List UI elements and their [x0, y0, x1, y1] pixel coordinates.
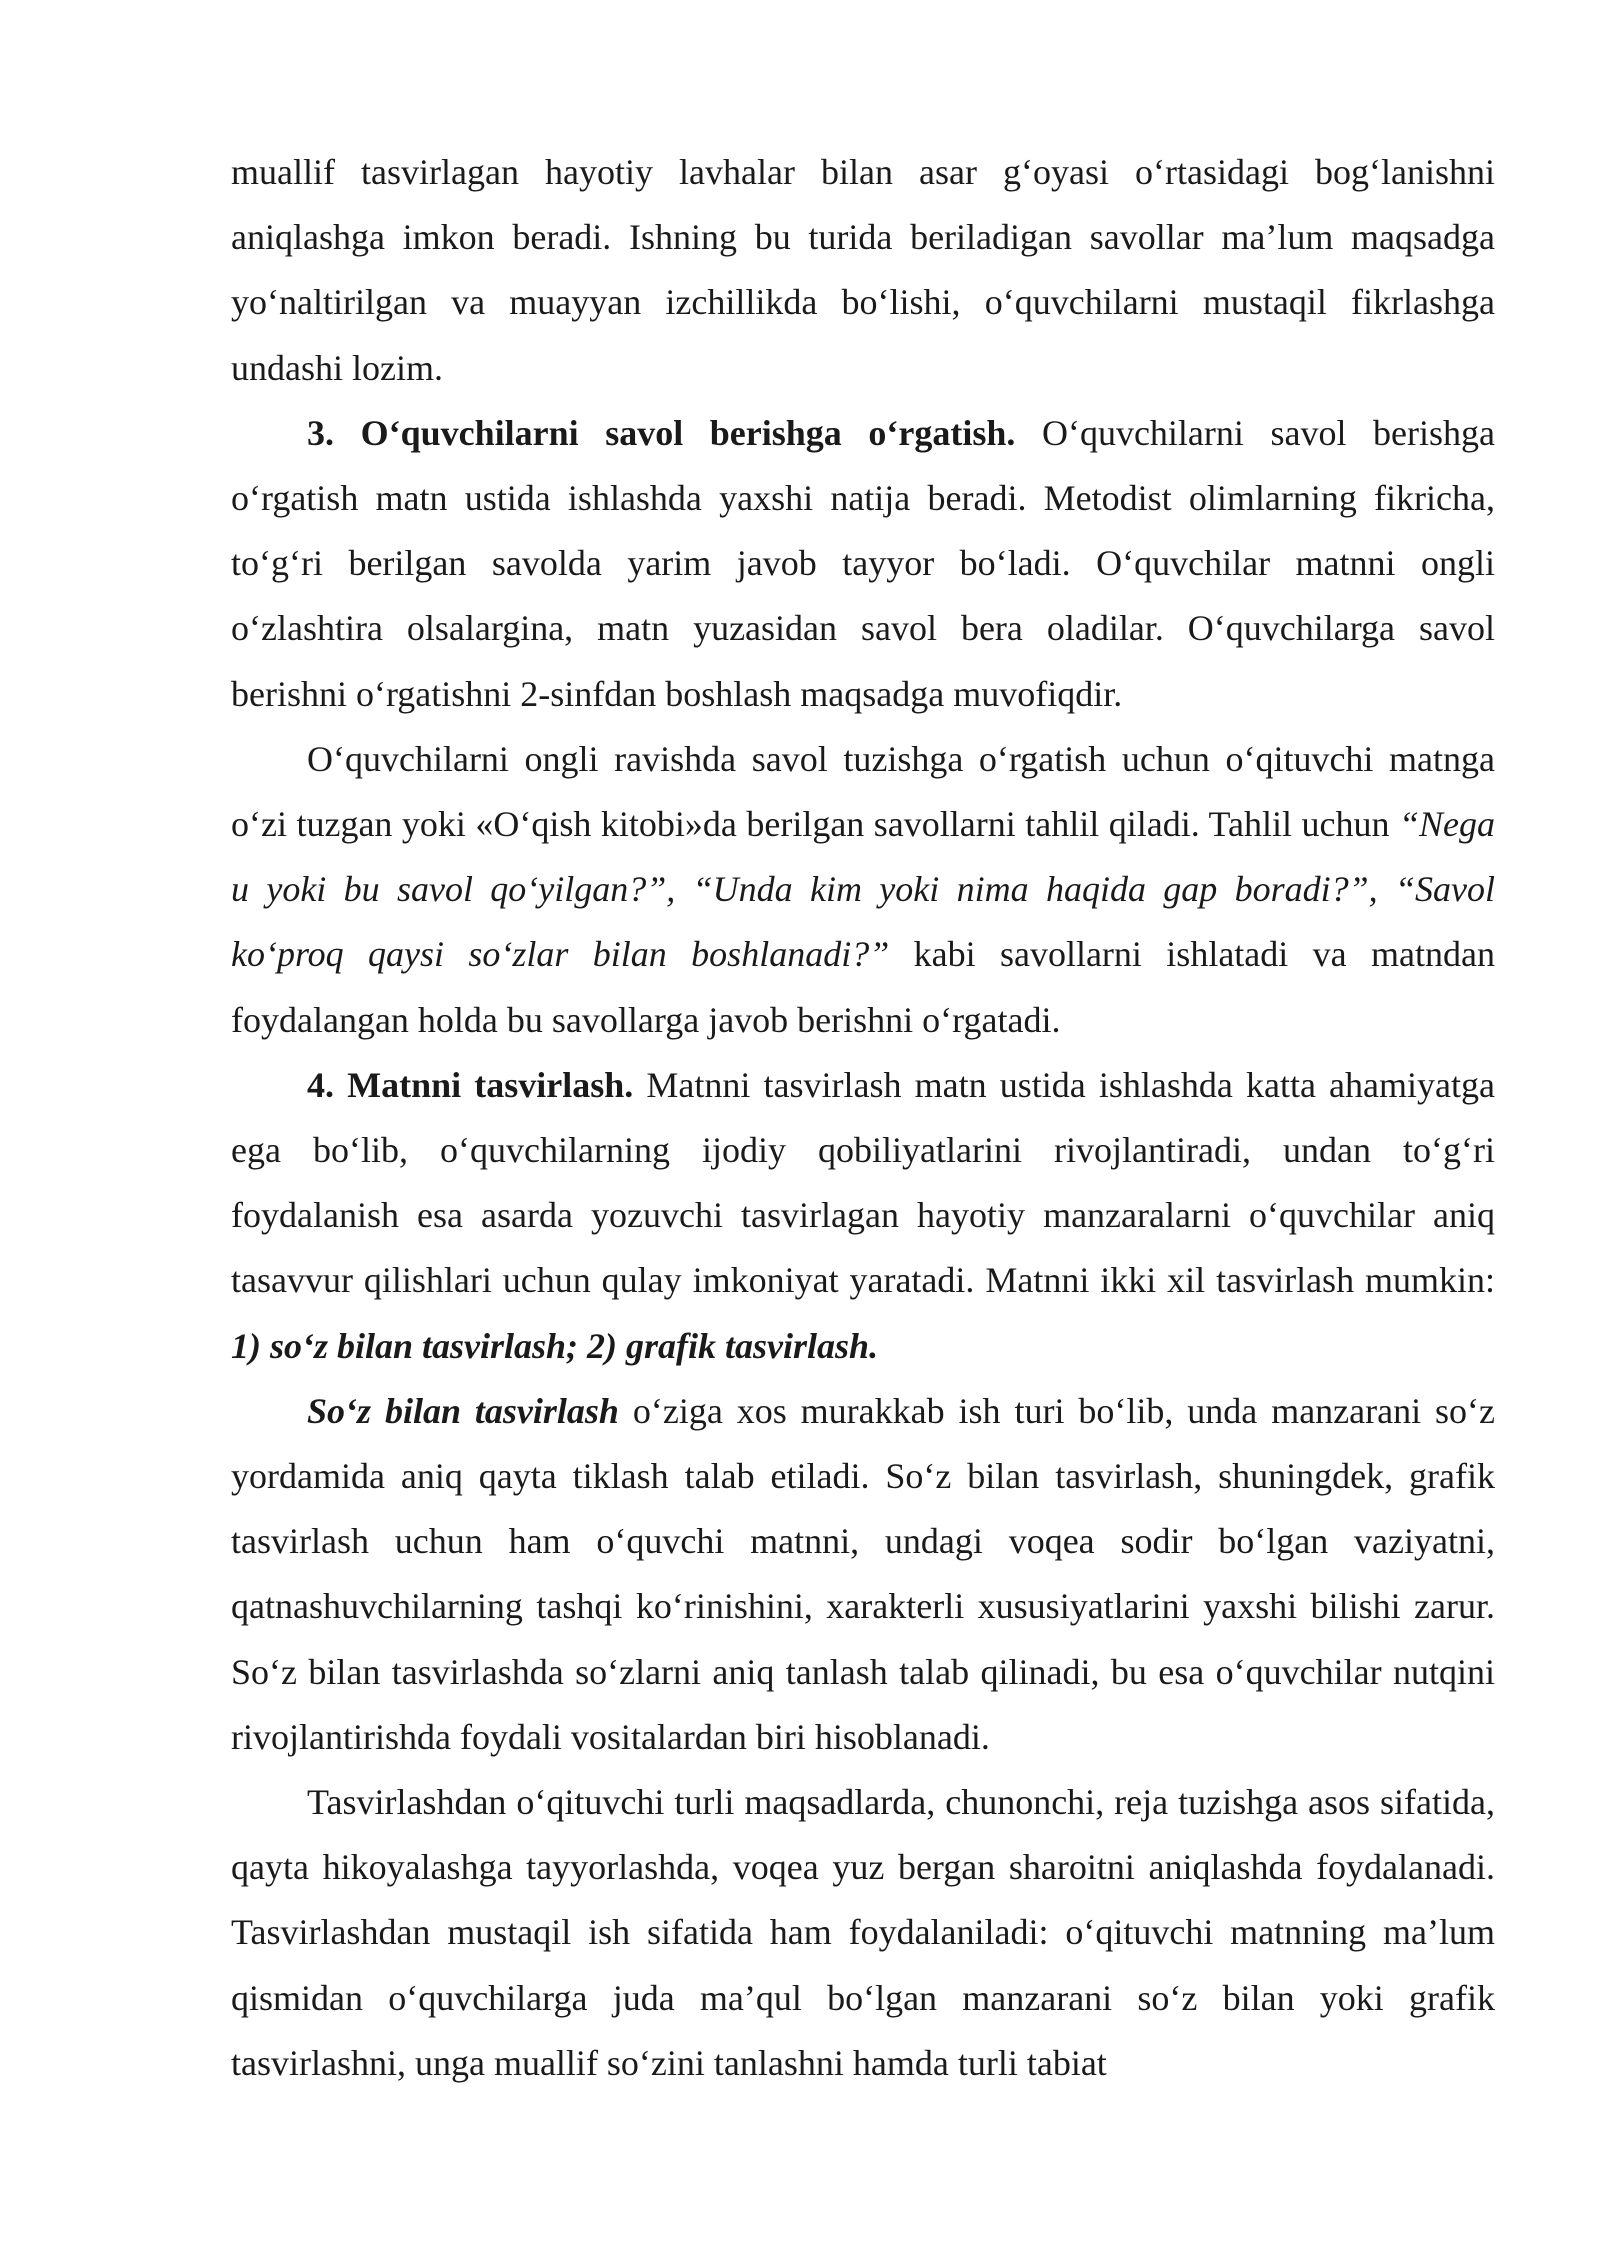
paragraph-5: [231, 1379, 1495, 1770]
paragraph-3-example-questions: “Nega u yoki bu savol qo‘yilgan?”, “Unda kim yoki nima haqida gap boradi?”, “Savol ko‘proq qaysi so‘zlar bilan boshlanadi?”: [231, 804, 1495, 975]
paragraph-1-text: muallif tasvirlagan hayotiy lavhalar bilan asar g‘oyasi o‘rtasidagi bog‘lanishni aniqlashga imkon beradi. Ishning bu turida beriladigan savollar ma’lum maqsadga yo‘naltirilgan va muayyan izchillikda bo‘lishi, o‘quvchilarni mustaqil fikrlashga undashi lozim.: [231, 152, 1495, 388]
paragraph-4-emphasis: 1) so‘z bilan tasvirlash; 2) grafik tasvirlash.: [231, 1325, 879, 1366]
paragraph-4: [231, 1053, 1495, 1379]
paragraph-2: [231, 401, 1495, 727]
paragraph-4-text: Matnni tasvirlash matn ustida ishlashda katta ahamiyatga ega bo‘lib, o‘quvchilarning ijodiy qobiliyatlarini rivojlantiradi, undan to‘g‘ri foydalanish esa asarda yozuvchi tasvirlagan hayotiy manzaralarni o‘quvchilar aniq tasavvur qilishlari uchun qulay imkoniyat yaratadi. Matnni ikki xil tasvirlash mumkin:: [231, 1064, 1495, 1301]
paragraph-5-term: So‘z bilan tasvirlash: [307, 1390, 619, 1431]
paragraph-3-text-a: O‘quvchilarni ongli ravishda savol tuzishga o‘rgatish uchun o‘qituvchi matnga o‘zi tuzgan yoki «O‘qish kitobi»da berilgan savollarni tahlil qiladi. Tahlil uchun: [231, 738, 1495, 845]
paragraph-3-text-b: kabi savollarni ishlatadi va matndan foydalangan holda bu savollarga javob berishni o‘rgatadi.: [231, 934, 1495, 1040]
section-4-heading: 4. Matnni tasvirlash.: [307, 1064, 634, 1105]
paragraph-3: [231, 727, 1495, 1053]
paragraph-5-text: o‘ziga xos murakkab ish turi bo‘lib, unda manzarani so‘z yordamida aniq qayta tiklash talab etiladi. So‘z bilan tasvirlash, shuningdek, grafik tasvirlash uchun ham o‘quvchi matnni, undagi voqea sodir bo‘lgan vaziyatni, qatnashuvchilarning tashqi ko‘rinishini, xarakterli xususiyatlarini yaxshi bilishi zarur. So‘z bilan tasvirlashda so‘zlarni aniq tanlash talab qilinadi, bu esa o‘quvchilar nutqini rivojlantirishda foydali vositalardan biri hisoblanadi.: [231, 1390, 1495, 1757]
paragraph-1: [231, 140, 1495, 401]
document-body: [231, 140, 1495, 2096]
section-3-heading: 3. O‘quvchilarni savol berishga o‘rgatish.: [307, 412, 1016, 453]
paragraph-6: [231, 1770, 1495, 2096]
paragraph-2-text: O‘quvchilarni savol berishga o‘rgatish matn ustida ishlashda yaxshi natija beradi. Metodist olimlarning fikricha, to‘g‘ri berilgan savolda yarim javob tayyor bo‘ladi. O‘quvchilar matnni ongli o‘zlashtira olsalargina, matn yuzasidan savol bera oladilar. O‘quvchilarga savol berishni o‘rgatishni 2-sinfdan boshlash maqsadga muvofiqdir.: [231, 412, 1495, 714]
paragraph-6-text: Tasvirlashdan o‘qituvchi turli maqsadlarda, chunonchi, reja tuzishga asos sifatida, qayta hikoyalashga tayyorlashda, voqea yuz bergan sharoitni aniqlashda foydalanadi. Tasvirlashdan mustaqil ish sifatida ham foydalaniladi: o‘qituvchi matnning ma’lum qismidan o‘quvchilarga juda ma’qul bo‘lgan manzarani so‘z bilan yoki grafik tasvirlashni, unga muallif so‘zini tanlashni hamda turli tabiat: [231, 1782, 1495, 2083]
